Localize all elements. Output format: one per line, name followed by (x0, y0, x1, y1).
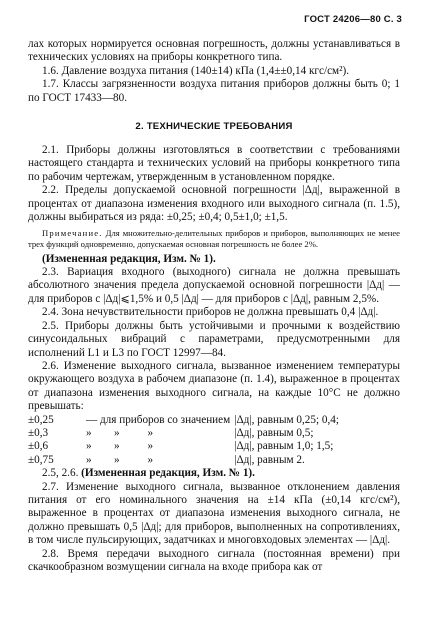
limit-error-class: |Δд|, равным 0,5; (234, 426, 314, 439)
table-row (28, 427, 339, 440)
running-head: ГОСТ 24206—80 С. 3 (304, 14, 402, 25)
amendment-note-2 (28, 467, 400, 480)
limits-table (28, 414, 339, 468)
limit-value: ±0,75 (28, 453, 54, 466)
document-body (28, 38, 400, 574)
table-row (28, 454, 339, 467)
limit-value: ±0,6 (28, 440, 49, 453)
paragraph-2-1: 2.1. Приборы должны изготовляться в соответствии с требованиями настоящего стандарта и технических условий на приборы конкретного типа по рабочим чертежам, утвержденным в установленном порядке. (28, 144, 400, 183)
paragraph-2-8: 2.8. Время передачи выходного сигнала (постоянная времени) при скачкообразном возмущении сигнала на входе прибора как от (28, 547, 400, 573)
paragraph-1-6: 1.6. Давление воздуха питания (140±14) кПа (1,4±±0,14 кгс/см²). (42, 64, 350, 77)
paragraph-1-5-continuation: лах которых нормируется основная погрешность, должны устанавливаться в технических условиях на приборы конкретного типа. (28, 38, 400, 64)
limit-condition: — для приборов со значением (86, 413, 231, 426)
amendment-note-1: (Измененная редакция, Изм. № 1). (42, 252, 216, 265)
amendment-2-paragraphs: 2.5, 2.6. (42, 467, 79, 480)
paragraph-2-5: 2.5. Приборы должны быть устойчивыми и прочными к воздействию синусоидальных вибраций с параметрами, предусмотренными для исполнений L1 и L3 по ГОСТ 12997—84. (28, 319, 400, 359)
paragraph-2-4: 2.4. Зона нечувствительности приборов не должна превышать 0,4 |Δд|. (42, 306, 379, 319)
limit-condition: » » » (86, 440, 154, 453)
paragraph-2-7: 2.7. Изменение выходного сигнала, вызванное отклонением давления питания от его номинального значения на ±14 кПа (±0,14 кгс/см²), выраженное в процентах от диапазона изменения выходного сигнала, не должно превышать 0,5 |Δд|; для приборов, выполненных на сопротивлениях, в том числе пульсирующих, задатчиках и многовходовых элементах — |Δд|. (28, 480, 400, 547)
amendment-2-text: (Измененная редакция, Изм. № 1). (81, 467, 255, 480)
paragraph-1-7: 1.7. Классы загрязненности воздуха питания приборов должны быть 0; 1 по ГОСТ 17433—80. (28, 78, 400, 104)
limit-condition: » » » (86, 426, 154, 439)
limit-condition: » » » (86, 453, 154, 466)
limit-error-class: |Δд|, равным 0,25; 0,4; (234, 413, 339, 426)
note-text: Для множительно-делительных приборов и приборов, выполняющих не менее трех функций одновременно, допускаемая основная погрешность не более 2%. (28, 228, 400, 250)
section-title: 2. ТЕХНИЧЕСКИЕ ТРЕБОВАНИЯ (135, 121, 293, 133)
note-label: Примечание. (42, 228, 103, 239)
paragraph-2-3: 2.3. Вариация входного (выходного) сигнала не должна превышать абсолютного значения предела допускаемой основной погрешности |Δд| — для приборов с |Δд|⩽1,5% и 0,5 |Δд| — для приборов с |Δд|, равным 2,5%. (28, 266, 400, 305)
limit-value: ±0,3 (28, 426, 49, 439)
table-row (28, 414, 339, 427)
table-row (28, 440, 339, 453)
limit-error-class: |Δд|, равным 1,0; 1,5; (234, 440, 334, 453)
limit-error-class: |Δд|, равным 2. (234, 453, 305, 466)
paragraph-2-2: 2.2. Пределы допускаемой основной погрешности |Δд|, выраженной в процентах от диапазона изменения входного или выходного сигнала (п. 1.5), должны выбираться из ряда: ±0,25; ±0,4; 0,5±1,0; ±1,5. (28, 184, 400, 224)
paragraph-2-6: 2.6. Изменение выходного сигнала, вызванное изменением температуры окружающего воздуха в рабочем диапазоне (п. 1.4), выраженное в процентах от диапазона изменения выходного сигнала, на каждые 10°С не должно превышать: (28, 359, 400, 413)
limit-value: ±0,25 (28, 413, 54, 426)
note (28, 228, 400, 249)
